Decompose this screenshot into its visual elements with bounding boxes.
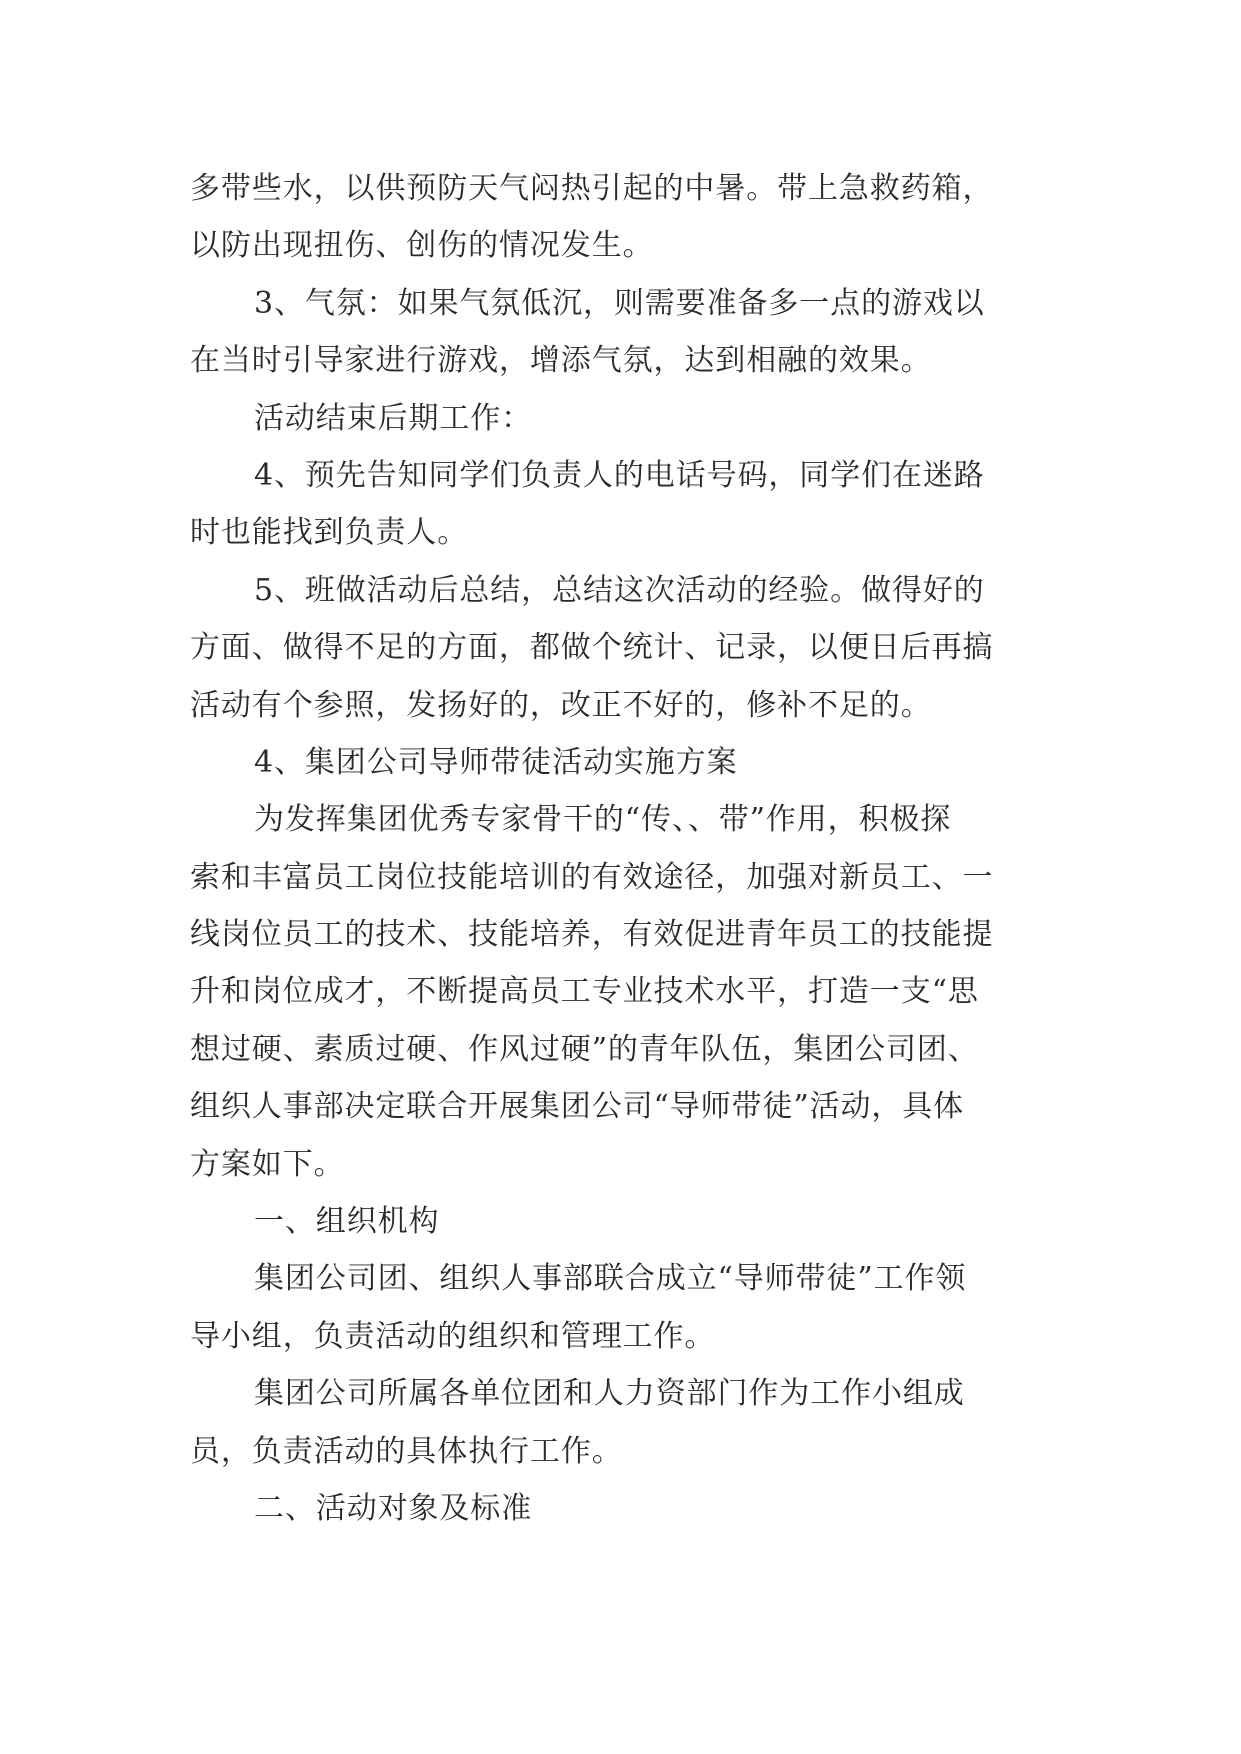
text-line: 索和丰富员工岗位技能培训的有效途径，加强对新员工、一	[190, 859, 994, 895]
section-heading: 二、活动对象及标准	[254, 1490, 533, 1526]
text-line: 集团公司所属各单位团和人力资部门作为工作小组成	[254, 1376, 965, 1412]
text-line: 集团公司团、组织人事部联合成立“导师带徒”工作领	[254, 1261, 967, 1297]
section-heading: 一、组织机构	[254, 1204, 440, 1240]
section-title: 4、集团公司导师带徒活动实施方案	[254, 744, 738, 780]
text-line: 方面、做得不足的方面，都做个统计、记录，以便日后再搞	[190, 630, 994, 666]
text-line: 以防出现扭伤、创伤的情况发生。	[190, 228, 654, 264]
document-body	[190, 160, 1090, 1537]
text-line: 在当时引导家进行游戏，增添气氛，达到相融的效果。	[190, 343, 932, 379]
text-line: 3、气氛：如果气氛低沉，则需要准备多一点的游戏以	[254, 285, 985, 321]
text-line: 多带些水，以供预防天气闷热引起的中暑。带上急救药箱，	[190, 171, 994, 206]
text-line: 升和岗位成才，不断提高员工专业技术水平，打造一支“思	[190, 974, 979, 1010]
text-line: 活动有个参照，发扬好的，改正不好的，修补不足的。	[190, 687, 932, 723]
text-line: 组织人事部决定联合开展集团公司“导师带徒”活动，具体	[190, 1089, 965, 1125]
text-line: 时也能找到负责人。	[190, 515, 469, 551]
text-line: 5、班做活动后总结，总结这次活动的经验。做得好的	[254, 572, 985, 608]
text-line: 4、预先告知同学们负责人的电话号码，同学们在迷路	[254, 457, 985, 493]
text-line: 员，负责活动的具体执行工作。	[190, 1433, 623, 1469]
text-line: 线岗位员工的技术、技能培养，有效促进青年员工的技能提	[190, 917, 994, 953]
text-line: 为发挥集团优秀专家骨干的“传、、带”作用，积极探	[254, 802, 952, 838]
section-heading: 活动结束后期工作：	[254, 400, 533, 436]
text-line: 想过硬、素质过硬、作风过硬”的青年队伍，集团公司团、	[190, 1031, 979, 1067]
text-line: 方案如下。	[190, 1146, 345, 1182]
text-line: 导小组，负责活动的组织和管理工作。	[190, 1318, 716, 1354]
